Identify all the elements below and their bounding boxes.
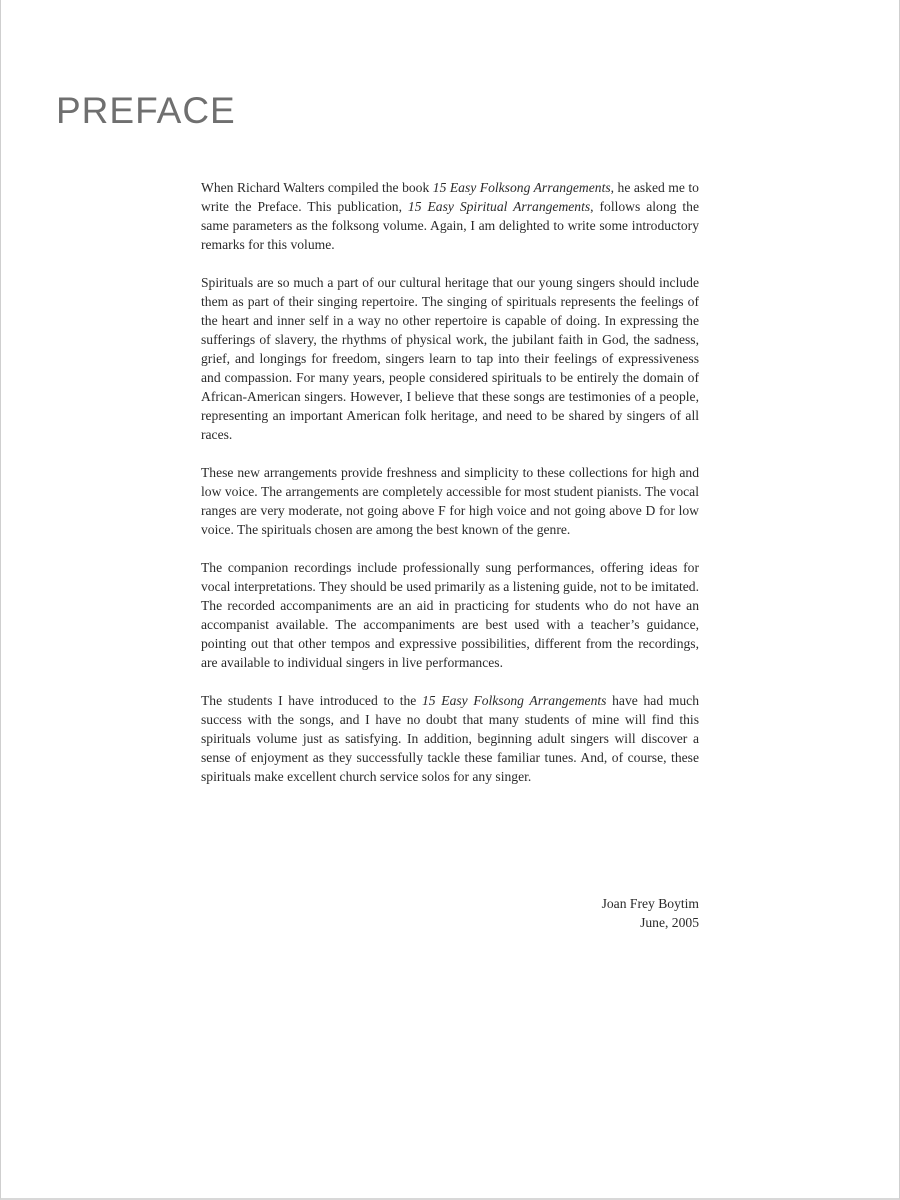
p5-text-c: have had much success with the songs, and I have no doubt that many students of mine will find this spirituals volume just as satisfying. In addition, beginning adult singers will discover a sense of enjoyment as they successfully tackle these familiar tunes. And, of course, these spirituals make excellent church service solos for any singer. xyxy=(201,693,699,784)
signature-block xyxy=(201,894,699,932)
paragraph-4: The companion recordings include professionally sung performances, offering ideas for vocal interpretations. They should be used primarily as a listening guide, not to be imitated. The recorded accompaniments are an aid in practicing for students who do not have an accompanist available. The accompaniments are best used with a teacher’s guidance, pointing out that other tempos and expressive possibilities, different from the recordings, are available to individual singers in live performances. xyxy=(201,560,699,670)
p5-book-title-folksong: 15 Easy Folksong Arrangements xyxy=(422,693,607,708)
paragraph-3: These new arrangements provide freshness and simplicity to these collections for high and low voice. The arrangements are completely accessible for most student pianists. The vocal ranges are very moderate, not going above F for high voice and not going above D for low voice. The spirituals chosen are among the best known of the genre. xyxy=(201,465,699,537)
paragraph-5 xyxy=(201,691,699,786)
p1-text-a: When Richard Walters compiled the book xyxy=(201,180,433,195)
signature-date: June, 2005 xyxy=(640,915,699,930)
preface-body xyxy=(201,178,699,805)
p5-text-a: The students I have introduced to the xyxy=(201,693,422,708)
page-title: PREFACE xyxy=(56,90,236,131)
p1-text-e: , follows along the same parameters as the folksong volume. Again, I am delighted to write some introductory remarks for this volume. xyxy=(201,199,699,252)
p1-book-title-spiritual: 15 Easy Spiritual Arrangements xyxy=(407,199,591,214)
paragraph-2: Spirituals are so much a part of our cultural heritage that our young singers should include them as part of their singing repertoire. The singing of spirituals represents the feelings of the heart and inner self in a way no other repertoire is capable of doing. In expressing the sufferings of slavery, the rhythms of physical work, the jubilant faith in God, the sadness, grief, and longings for freedom, singers learn to tap into their feelings of expressiveness and compassion. For many years, people considered spirituals to be entirely the domain of African-American singers. However, I believe that these songs are testimonies of a people, representing an important American folk heritage, and need to be shared by singers of all races. xyxy=(201,275,699,442)
p1-text-c: , he asked me to write the Preface. This publication, xyxy=(201,180,699,214)
p1-book-title-folksong: 15 Easy Folksong Arrangements xyxy=(432,180,611,195)
author-name: Joan Frey Boytim xyxy=(601,896,699,911)
paragraph-1 xyxy=(201,178,699,254)
